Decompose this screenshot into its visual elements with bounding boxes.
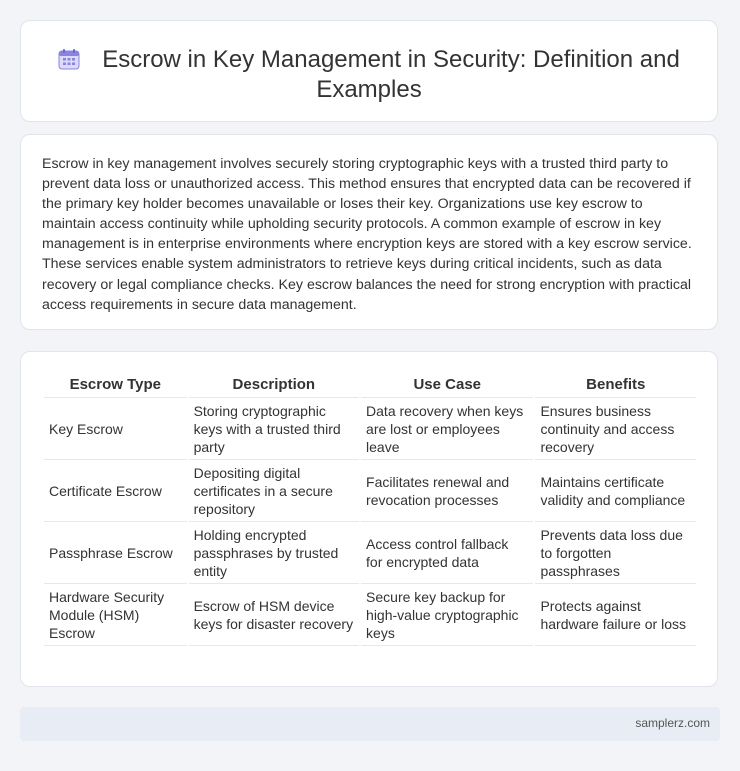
title-line-2: Examples xyxy=(316,76,422,103)
cell-benefits: Prevents data loss due to forgotten passphrases xyxy=(535,522,696,584)
cell-escrow-type: Key Escrow xyxy=(44,398,187,460)
table-row xyxy=(44,522,696,584)
column-header-description: Description xyxy=(189,374,359,398)
cell-description: Holding encrypted passphrases by trusted entity xyxy=(189,522,359,584)
column-header-benefits: Benefits xyxy=(535,374,696,398)
cell-escrow-type: Hardware Security Module (HSM) Escrow xyxy=(44,584,187,646)
cell-benefits: Ensures business continuity and access recovery xyxy=(535,398,696,460)
cell-use-case: Data recovery when keys are lost or employees leave xyxy=(361,398,533,460)
intro-card xyxy=(20,134,718,330)
page-title xyxy=(21,45,717,105)
cell-escrow-type: Certificate Escrow xyxy=(44,460,187,522)
column-header-use-case: Use Case xyxy=(361,374,533,398)
cell-use-case: Access control fallback for encrypted data xyxy=(361,522,533,584)
cell-description: Storing cryptographic keys with a trusted third party xyxy=(189,398,359,460)
cell-benefits: Protects against hardware failure or loss xyxy=(535,584,696,646)
calendar-icon xyxy=(58,48,80,70)
escrow-table xyxy=(42,374,698,646)
cell-use-case: Secure key backup for high-value cryptographic keys xyxy=(361,584,533,646)
cell-description: Depositing digital certificates in a secure repository xyxy=(189,460,359,522)
table-row xyxy=(44,584,696,646)
table-row xyxy=(44,398,696,460)
cell-description: Escrow of HSM device keys for disaster recovery xyxy=(189,584,359,646)
cell-use-case: Facilitates renewal and revocation processes xyxy=(361,460,533,522)
table-header-row xyxy=(44,374,696,398)
title-card xyxy=(20,20,718,122)
footer-bar xyxy=(20,707,720,741)
table-row xyxy=(44,460,696,522)
table-card xyxy=(20,351,718,687)
footer-site-link[interactable]: samplerz.com xyxy=(635,716,710,730)
intro-paragraph: Escrow in key management involves securely storing cryptographic keys with a trusted third party to prevent data loss or unauthorized access. This method ensures that encrypted data can be recovered if the primary key holder becomes unavailable or loses their key. Organizations use key escrow to maintain access continuity while upholding security protocols. A common example of escrow in key management is in enterprise environments where encryption keys are stored with a key escrow service. These services enable system administrators to retrieve keys during critical incidents, such as data recovery or legal compliance checks. Key escrow balances the need for strong encryption with practical access requirements in secure data management. xyxy=(42,156,692,313)
cell-escrow-type: Passphrase Escrow xyxy=(44,522,187,584)
title-line-1: Escrow in Key Management in Security: Definition and xyxy=(102,46,680,73)
cell-benefits: Maintains certificate validity and compliance xyxy=(535,460,696,522)
column-header-escrow-type: Escrow Type xyxy=(44,374,187,398)
